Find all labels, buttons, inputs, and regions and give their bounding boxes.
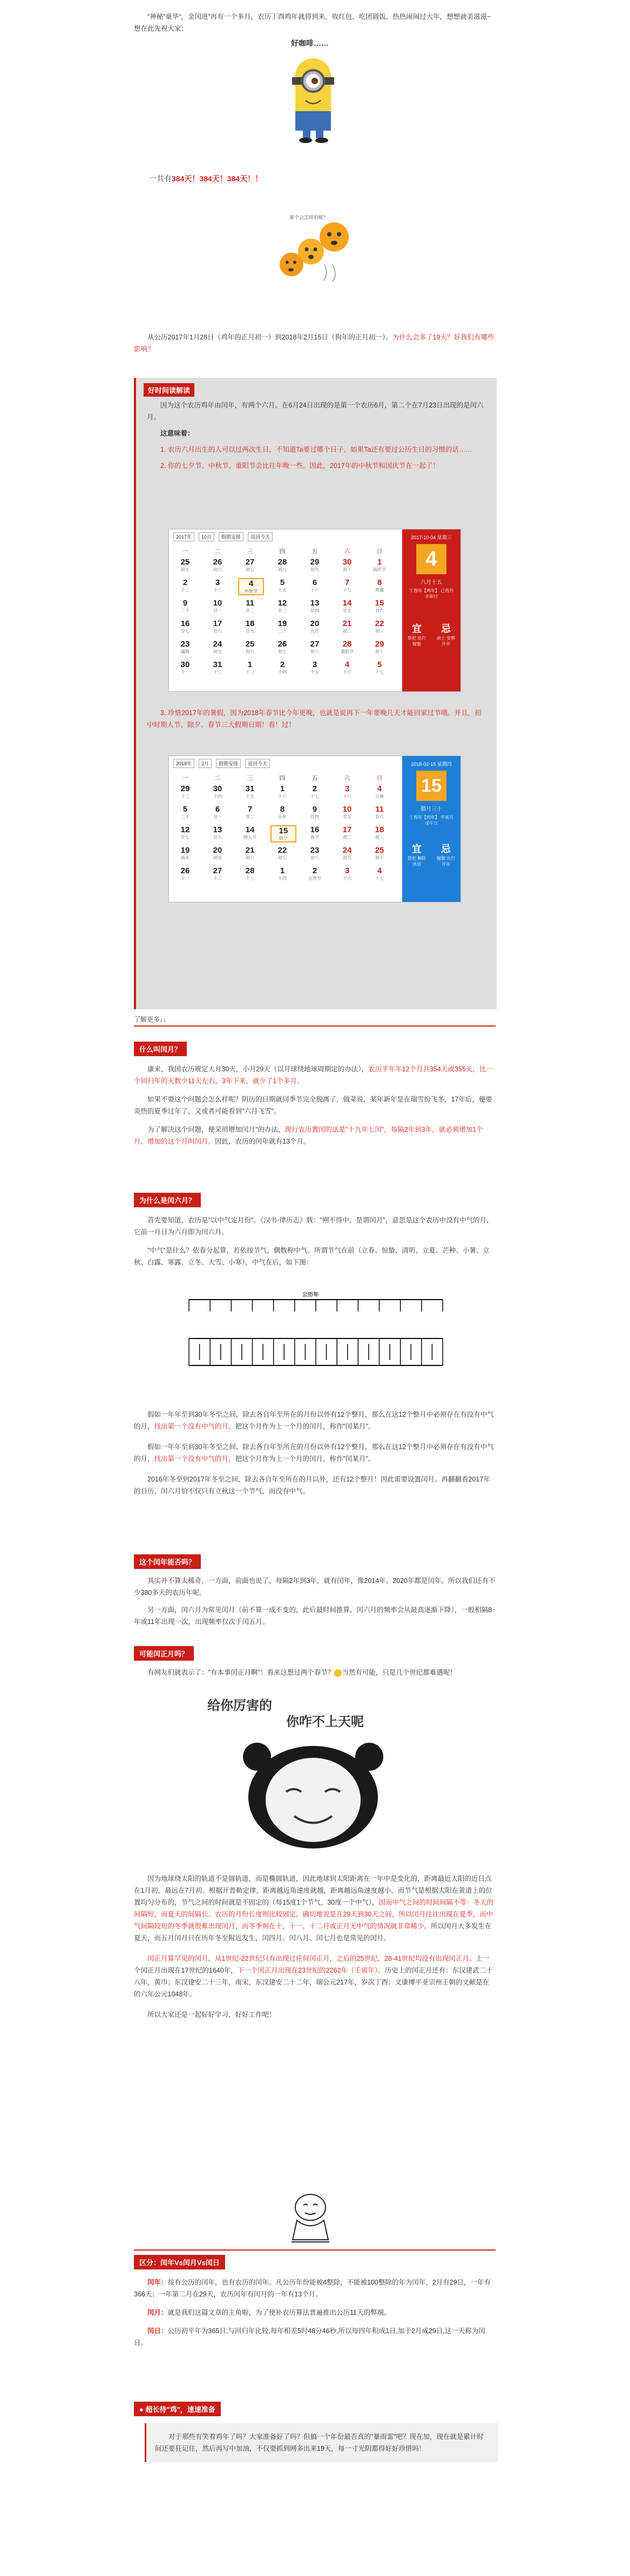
- calendar-day[interactable]: 26 十一: [180, 866, 190, 881]
- s6-title: ● 超长待"鸡"，速速准备: [134, 2402, 221, 2416]
- calendar-day[interactable]: 2 十七: [310, 784, 319, 799]
- calendar-day[interactable]: 29 十三: [180, 784, 190, 799]
- cal1-ji-text: 动土 安葬 开市: [436, 636, 456, 647]
- s3-p2: 另一方面，闰六月为常见闰月（前不算一成不变的，此后最时间推算，闰六月的频率会从最高逐渐下降），一般相隔8年或11年出现一次，出现频率仅次于闰五月。: [134, 1606, 492, 1626]
- s4-p4: 所以大家还是一起好好学习，好好工作吧！: [147, 2011, 276, 2018]
- weekday-label: 四: [279, 548, 286, 555]
- calendar-day[interactable]: 28 初八: [277, 558, 287, 572]
- calendar-day[interactable]: 31 十二: [213, 660, 222, 675]
- calendar-day[interactable]: 27 初八: [310, 640, 320, 654]
- grin-emoji-icon: [334, 1669, 342, 1677]
- intro-paragraph: “神秘”豪华“，金闰进”再有一个多月，农历丁酉鸡年就将到来。收红包、吃团圆饭、热热闹闹过大年，想想就美滋滋~想在此先祝大家：: [134, 13, 491, 32]
- s6-p1: 对于那些有笑着鸡年了吗？大家准备好了吗？但搞一个年份最否真的"暴雨雷"吧？现在加，现在就是累计时间还要狂记住，然后再写中加油，不仅要抓到网多出来19天，每一寸光阴都得好好珍惜吗！: [155, 2433, 484, 2452]
- s4-title-wrap: [134, 1646, 194, 1661]
- calendar-day[interactable]: 8 小年: [278, 805, 287, 819]
- calendar-day[interactable]: 28 重阳节: [341, 640, 354, 654]
- calendar-day[interactable]: 18 初三: [375, 825, 384, 840]
- calendar-day[interactable]: 28 十三: [245, 866, 255, 881]
- s1-p1: 康来，我国农历规定大月30天，小月29天（以月球绕地球周期定的办法），农历平年年12个月共354天或355天，比一个回归年的天数少11天左右，3年下来，就少了1个多月。: [134, 1065, 493, 1085]
- s2-body-2: [134, 1409, 496, 1497]
- weekday-label: 三: [247, 548, 253, 555]
- solar-term-diagram: [178, 1290, 453, 1392]
- calendar-day[interactable]: 6 廿一: [213, 805, 222, 819]
- s1-title: 什么叫闰月？: [134, 1042, 187, 1056]
- cal1-holiday-select[interactable]: 假期安排: [219, 532, 243, 541]
- explain-box: [134, 378, 497, 1009]
- box-title: 好时间读解读: [144, 383, 194, 397]
- calendar-day[interactable]: 13 廿八: [213, 825, 222, 840]
- calendar-day[interactable]: 30 十四: [213, 784, 222, 799]
- s6-title-wrap: [134, 2402, 221, 2416]
- calendar-day[interactable]: 3 十八: [343, 784, 351, 799]
- calendar-day[interactable]: 10 廿一: [213, 599, 222, 613]
- calendar-day[interactable]: 16 春节: [310, 825, 320, 840]
- sketch-figure-image: [281, 2186, 340, 2245]
- minion-image: [276, 38, 355, 146]
- weekday-label: 日: [376, 548, 383, 555]
- calendar-day[interactable]: 5 十五: [278, 578, 287, 593]
- calendar-day[interactable]: 21 初六: [245, 846, 255, 860]
- calendar-day[interactable]: 2 十二: [181, 578, 189, 593]
- calendar-day[interactable]: 26 初七: [277, 640, 287, 654]
- calendar-day[interactable]: 11 廿二: [246, 599, 254, 613]
- calendar-day[interactable]: 23 初八: [310, 846, 320, 860]
- cal1-year-select[interactable]: 2017年: [173, 532, 194, 541]
- cal1-side: [402, 529, 460, 691]
- weekday-label: 二: [214, 548, 221, 555]
- weekday-label: 二: [214, 775, 221, 781]
- s2-p5: 2016年冬至到2017年冬至之间，除去各自年至所在的月以外，还有12个整月！因此需要设置闰月。再翻翻看2017年的日历，闰六月恰不仅只有立秋这一个节气，而没有中气。: [134, 1476, 490, 1495]
- calendar-day[interactable]: 24 初九: [342, 846, 352, 860]
- s3-body: [134, 1575, 496, 1628]
- calendar-day[interactable]: 4 立春: [375, 784, 384, 799]
- cal2-year-select[interactable]: 2018年: [173, 759, 194, 768]
- weekday-label: 三: [247, 775, 253, 781]
- cal1-grid: [173, 546, 400, 690]
- meme-text-bottom: 你咋不上天呢: [286, 1714, 364, 1729]
- calendar-day[interactable]: 15 廿六: [375, 599, 384, 613]
- calendar-day[interactable]: 13 廿四: [310, 599, 320, 613]
- cal2-holiday-select[interactable]: 假期安排: [216, 759, 241, 768]
- weekday-label: 六: [344, 548, 350, 555]
- cal2-side: [402, 756, 460, 902]
- cal2-yi-text: 祭祀 解除 沐浴: [407, 856, 426, 867]
- count-prefix: 一共有: [149, 174, 172, 183]
- calendar-day[interactable]: 30 十一: [180, 660, 190, 675]
- calendar-day[interactable]: 1 国庆节: [373, 558, 386, 572]
- calendar-day[interactable]: 31 十五: [245, 784, 255, 799]
- cal1-head: 2017-10-04 星期三: [411, 535, 452, 540]
- calendar-day[interactable]: 5 十七: [375, 660, 384, 675]
- calendar-day[interactable]: 2 十四: [278, 660, 287, 675]
- weekday-label: 日: [376, 775, 383, 781]
- s6-box: [145, 2423, 498, 2462]
- s4-p1: 有网友们就表示了："有本事闰正月啊"！看来这想过两个春节？ 当然有可能，只是几个世纪都难遇呢！: [147, 1669, 457, 1676]
- calendar-day[interactable]: 21 初二: [342, 619, 352, 634]
- cal2-big-day: 15: [416, 771, 446, 801]
- calendar-day[interactable]: 12 廿三: [277, 599, 287, 613]
- calendar-day[interactable]: 25 初十: [375, 846, 384, 860]
- learn-more[interactable]: 了解更多↓↓: [134, 1016, 167, 1023]
- calendar-day[interactable]: 25 初六: [245, 640, 255, 654]
- coffee-text: 好咖啡……: [291, 39, 329, 47]
- calendar-day[interactable]: 7 十七: [343, 578, 351, 593]
- cal1-yi-text: 祭祀 出行 嫁娶: [407, 636, 426, 647]
- calendar-day[interactable]: 17 初二: [342, 825, 352, 840]
- s2-p1: 首先要知道，农历是"以中气定月份"。《汉书·律历志》载："朔不得中，是谓闰月"，意思是这个农历中没有中气的月，它前一月日为六月即为闰六月。: [134, 1216, 493, 1236]
- s4-p3: 闰正月算罕见的闰月，从1世纪-22世纪只有出现过任何闰正月，之后的25世纪，28-41世纪均没有出现闰正月。上一个闰正月出现在17世纪的1640年，下一个闰正月出现在23世纪的2262年（壬寅年）。历史上的闰正月还有：东汉建武二十八年，黄巾；东汉建安二十三年，南宋，东汉建安二十二年，瑞公元217年，岁次丁酉；文康博平亚宗州王朝的文献是在的六年公元1048年。: [134, 1955, 493, 1998]
- weekday-label: 六: [344, 775, 350, 781]
- box-note-2: 2. 你的七夕节、中秋节、重阳节会比往年晚一些。因此，2017年的中秋节和国庆节在一起了！: [160, 462, 439, 470]
- calendar-day[interactable]: 14 廿五: [342, 599, 352, 613]
- calendar-day[interactable]: 23 霜降: [180, 640, 190, 654]
- calendar-day[interactable]: 15 除夕: [270, 825, 296, 842]
- calendar-day[interactable]: 4 十六: [343, 660, 351, 675]
- calendar-day[interactable]: 14 情人节: [243, 825, 256, 840]
- intro-desc: 从公历2017年1月28日（鸡年的正月初一）到2018年2月15日（狗年的正月初一）。为什么会多了19天？好我们有哪些影响？: [134, 334, 494, 353]
- box-note-title: 这意味着：: [160, 430, 194, 437]
- calendar-day[interactable]: 17 廿八: [213, 619, 222, 634]
- calendar-day[interactable]: 3 十五: [310, 660, 319, 675]
- count-line: [134, 173, 496, 185]
- s2-title: 为什么是闰六月？: [134, 1193, 201, 1207]
- calendar-day[interactable]: 6 十六: [310, 578, 319, 593]
- s4-title: 可能闰正月吗？: [134, 1646, 194, 1661]
- calendar-day[interactable]: 1 十四: [278, 866, 287, 881]
- calendar-day[interactable]: 10 廿五: [342, 805, 352, 819]
- s5-p1: 闰年：按有公历的闰年，也有农历的闰年。凡公历年份能被4整除，不能被100整除的年为闰年，2月有29日，一年有366天；一年第二月在29天，农历闰年有闰月的一年有13个月。: [134, 2279, 491, 2298]
- s2-p3: 假如一年年至到30年冬至之间，除去各自年至所在的月份以外有12个整月，那么在这12个整月中必须存在有没有中气的月，找出第一个没有中气的月，把这个月作为上一个月的闰月，称作"闰某月"。: [134, 1411, 494, 1430]
- s4-p2: 因为地球绕太阳的轨道不是圆轨道，而是椭圆轨道，因此地球到太阳距离在一年中是变化的，距离最近太阳的近日点在1月初，最远在7月初。根据开普勒定律，距离越近角速度就越，距离越远角速度越小。而节气是根据太阳在黄道上的位置均匀分布的，节气之间的时间就是不固定的（每15度1个节气，30度一个中气），因而中气之间的时间间隔不等：冬天的间隔短，而夏天的间隔长。农历的月份长度则比较固定，确切地说是在29天到30天之间，所以闰月往往出现在夏季，而中气间隔较短的冬季就很难出现闰月，而冬季则在十，十一，十二月或正月无中气的情况就非常稀少。所以闰月大多发生在夏天，而五月闰月只在历年冬至附近发生，闰四月、闰八月、闰七月也是常见的闰月。: [134, 1875, 494, 1942]
- s2-p2: "中气"是什么？依春分起算，若依按节气，偶数称中气。所谓节气在前（立春、惊蛰、清明、立夏、芒种、小暑、立秋、白露、寒露、立冬、大雪、小寒），中气在后，如下图：: [134, 1247, 490, 1266]
- calendar-day[interactable]: 19 三十: [277, 619, 287, 634]
- s5-body: [134, 2276, 496, 2349]
- calendar-oct-2017: [168, 529, 461, 692]
- cal1-month-select[interactable]: 10月: [199, 532, 214, 541]
- s1-title-wrap: [134, 1042, 187, 1056]
- s2-body: [134, 1214, 496, 1268]
- weekday-label: 四: [279, 775, 286, 781]
- cal2-grid: [173, 772, 400, 901]
- s1-p2: 如果不要这个问题会怎么样呢？阴历的日期就同季节完全脱离了，做菜说，某年新年是在瑞雪纷飞冬，17年后，便要炎热的夏季过年了，又或者可能看到"六月飞雪"。: [134, 1096, 492, 1115]
- calendar-day[interactable]: 11 廿六: [375, 805, 384, 819]
- calendar-day[interactable]: 9 廿四: [310, 805, 319, 819]
- cal2-yi: 宜: [412, 844, 422, 854]
- cal1-back-today[interactable]: 返回今天: [248, 532, 273, 541]
- calendar-day[interactable]: 16 廿七: [180, 619, 190, 634]
- cal2-ji-text: 嫁娶 出行 开市: [436, 856, 456, 867]
- calendar-day[interactable]: 1 十六: [278, 784, 287, 799]
- cal1-yi: 宜: [412, 623, 422, 634]
- divider-1: [134, 1025, 496, 1027]
- s2-p4: 假如一年年至到30年冬至之间，除去各自年至所在的月份以外有12个整月，那么在这12个整月中必须存在有没有中气的月，找出第一个没有中气的月，把这个月作为上一个月的闰月，称作"闰某月"。: [134, 1443, 494, 1463]
- calendar-day[interactable]: 8 寒露: [375, 578, 384, 593]
- cal2-head: 2018-02-15 星期四: [411, 762, 452, 767]
- weekday-label: 一: [182, 775, 188, 781]
- box-note-3: 3. 珍惜2017年的暑假，因为2018年春节比今年更晚，也就是说再下一年要晚几天才能回家过节哦。并且，初中时期人节、除夕、春节三大假期日期！看！过！: [147, 709, 482, 729]
- weekday-label: 一: [182, 548, 188, 555]
- calendar-day[interactable]: 20 初五: [213, 846, 222, 860]
- s1-p3: 为了解决这个问题，便采用增加闰月"的办法，现行农历置闰的法是"十九年七闰"，每隔2年到3年，就必须增加1个月，增加的这个月叫闰月。因此，农历的闰年就有13个月。: [134, 1126, 483, 1145]
- divider-2: [134, 2249, 496, 2251]
- emoji-bubble: 那个会怎样的呢？: [289, 215, 329, 220]
- cal2-ji: 忌: [441, 844, 451, 854]
- cal2-lunar: 腊月三十: [421, 806, 442, 812]
- box-p1: 因为这个农历鸡年由闰年，有两个六月。在6月24日出现的是第一个农历6月，第二个在7月23日出现的是闰六月。: [147, 402, 484, 421]
- s4-body-2: [134, 1873, 496, 2021]
- s5-p2: 闰月：就是我们这篇文章的主角啦，为了使补农历算法普遍推出公历11天的弊端。: [147, 2309, 391, 2316]
- calendar-day[interactable]: 3 十三: [213, 578, 222, 593]
- cal2-back-today[interactable]: 返回今天: [245, 759, 270, 768]
- s3-title: 这个闰年能否吗？: [134, 1554, 201, 1569]
- calendar-day[interactable]: 12 廿七: [180, 825, 190, 840]
- calendar-day[interactable]: 3 十六: [343, 866, 351, 881]
- weekday-label: 五: [311, 775, 318, 781]
- calendar-day[interactable]: 22 初七: [277, 846, 287, 860]
- calendar-day[interactable]: 29 初九: [310, 558, 320, 572]
- weekday-label: 五: [311, 548, 318, 555]
- emoji-cluster-image: [273, 210, 365, 286]
- count-red: 384天！384天！384天！！: [172, 174, 263, 183]
- calendar-day[interactable]: 27 十二: [213, 866, 222, 881]
- cal1-ji: 忌: [441, 623, 451, 634]
- s1-body: [134, 1063, 496, 1147]
- s4-body: [134, 1667, 496, 1678]
- calendar-day[interactable]: 9 二十: [181, 599, 189, 613]
- s3-title-wrap: [134, 1554, 201, 1569]
- calendar-day[interactable]: 19 雨水: [180, 846, 190, 860]
- calendar-day[interactable]: 25 初五: [180, 558, 190, 572]
- diagram-title: 公历年: [302, 1292, 319, 1298]
- box-note-1: 1. 农历六月出生的人可以过两次生日，不知道Ta要过哪个日子，如果Ta还有要过公历生日的习惯的话……: [160, 446, 472, 453]
- s5-title-wrap: [134, 2255, 225, 2269]
- meme-text-top: 给你厉害的: [207, 1697, 272, 1713]
- cal1-ganzhi: 丁酉年【鸡年】 己酉月 辛卯日: [409, 588, 454, 599]
- calendar-day[interactable]: 27 初七: [245, 558, 255, 572]
- calendar-day[interactable]: 5 二十: [181, 805, 189, 819]
- calendar-day[interactable]: 4 中秋节: [238, 578, 264, 595]
- calendar-day[interactable]: 22 初三: [375, 619, 384, 634]
- cal2-ganzhi: 丁酉年【鸡年】 甲寅月 戊午日: [409, 815, 454, 826]
- calendar-day[interactable]: 24 初五: [213, 640, 222, 654]
- calendar-day[interactable]: 26 初六: [213, 558, 222, 572]
- calendar-day[interactable]: 7 廿二: [246, 805, 254, 819]
- calendar-day[interactable]: 29 初十: [375, 640, 384, 654]
- cal1-big-day: 4: [416, 544, 446, 574]
- s2-title-wrap: [134, 1193, 201, 1207]
- calendar-day[interactable]: 4 十七: [375, 866, 384, 881]
- s3-p1: 其实并不算太稀奇，一方面，前面也说了，每隔2年到3年，就有闰年，像2014年、2020年都是闰年。所以我们还有不少380多天的农历年呢。: [134, 1577, 496, 1596]
- s5-title: 区分：闰年Vs闰月Vs闰日: [134, 2255, 225, 2269]
- s5-p3: 闰日：公历初平年为365日,与回归年比较,每年相差5时48分46秒,所以每四年积成1日,加于2月成29日,这一天称为闰日。: [134, 2327, 485, 2347]
- calendar-day[interactable]: 2 元宵节: [308, 866, 321, 881]
- calendar-feb-2018: [168, 756, 461, 902]
- calendar-day[interactable]: 1 十三: [246, 660, 254, 675]
- cal1-lunar: 八月十五: [421, 580, 442, 586]
- cal2-month-select[interactable]: 2月: [199, 759, 212, 768]
- calendar-day[interactable]: 18 廿九: [245, 619, 255, 634]
- panda-meme-image: [205, 1695, 421, 1851]
- intro-section: [134, 11, 496, 35]
- calendar-day[interactable]: 30 初十: [342, 558, 352, 572]
- calendar-day[interactable]: 20 九月: [310, 619, 320, 634]
